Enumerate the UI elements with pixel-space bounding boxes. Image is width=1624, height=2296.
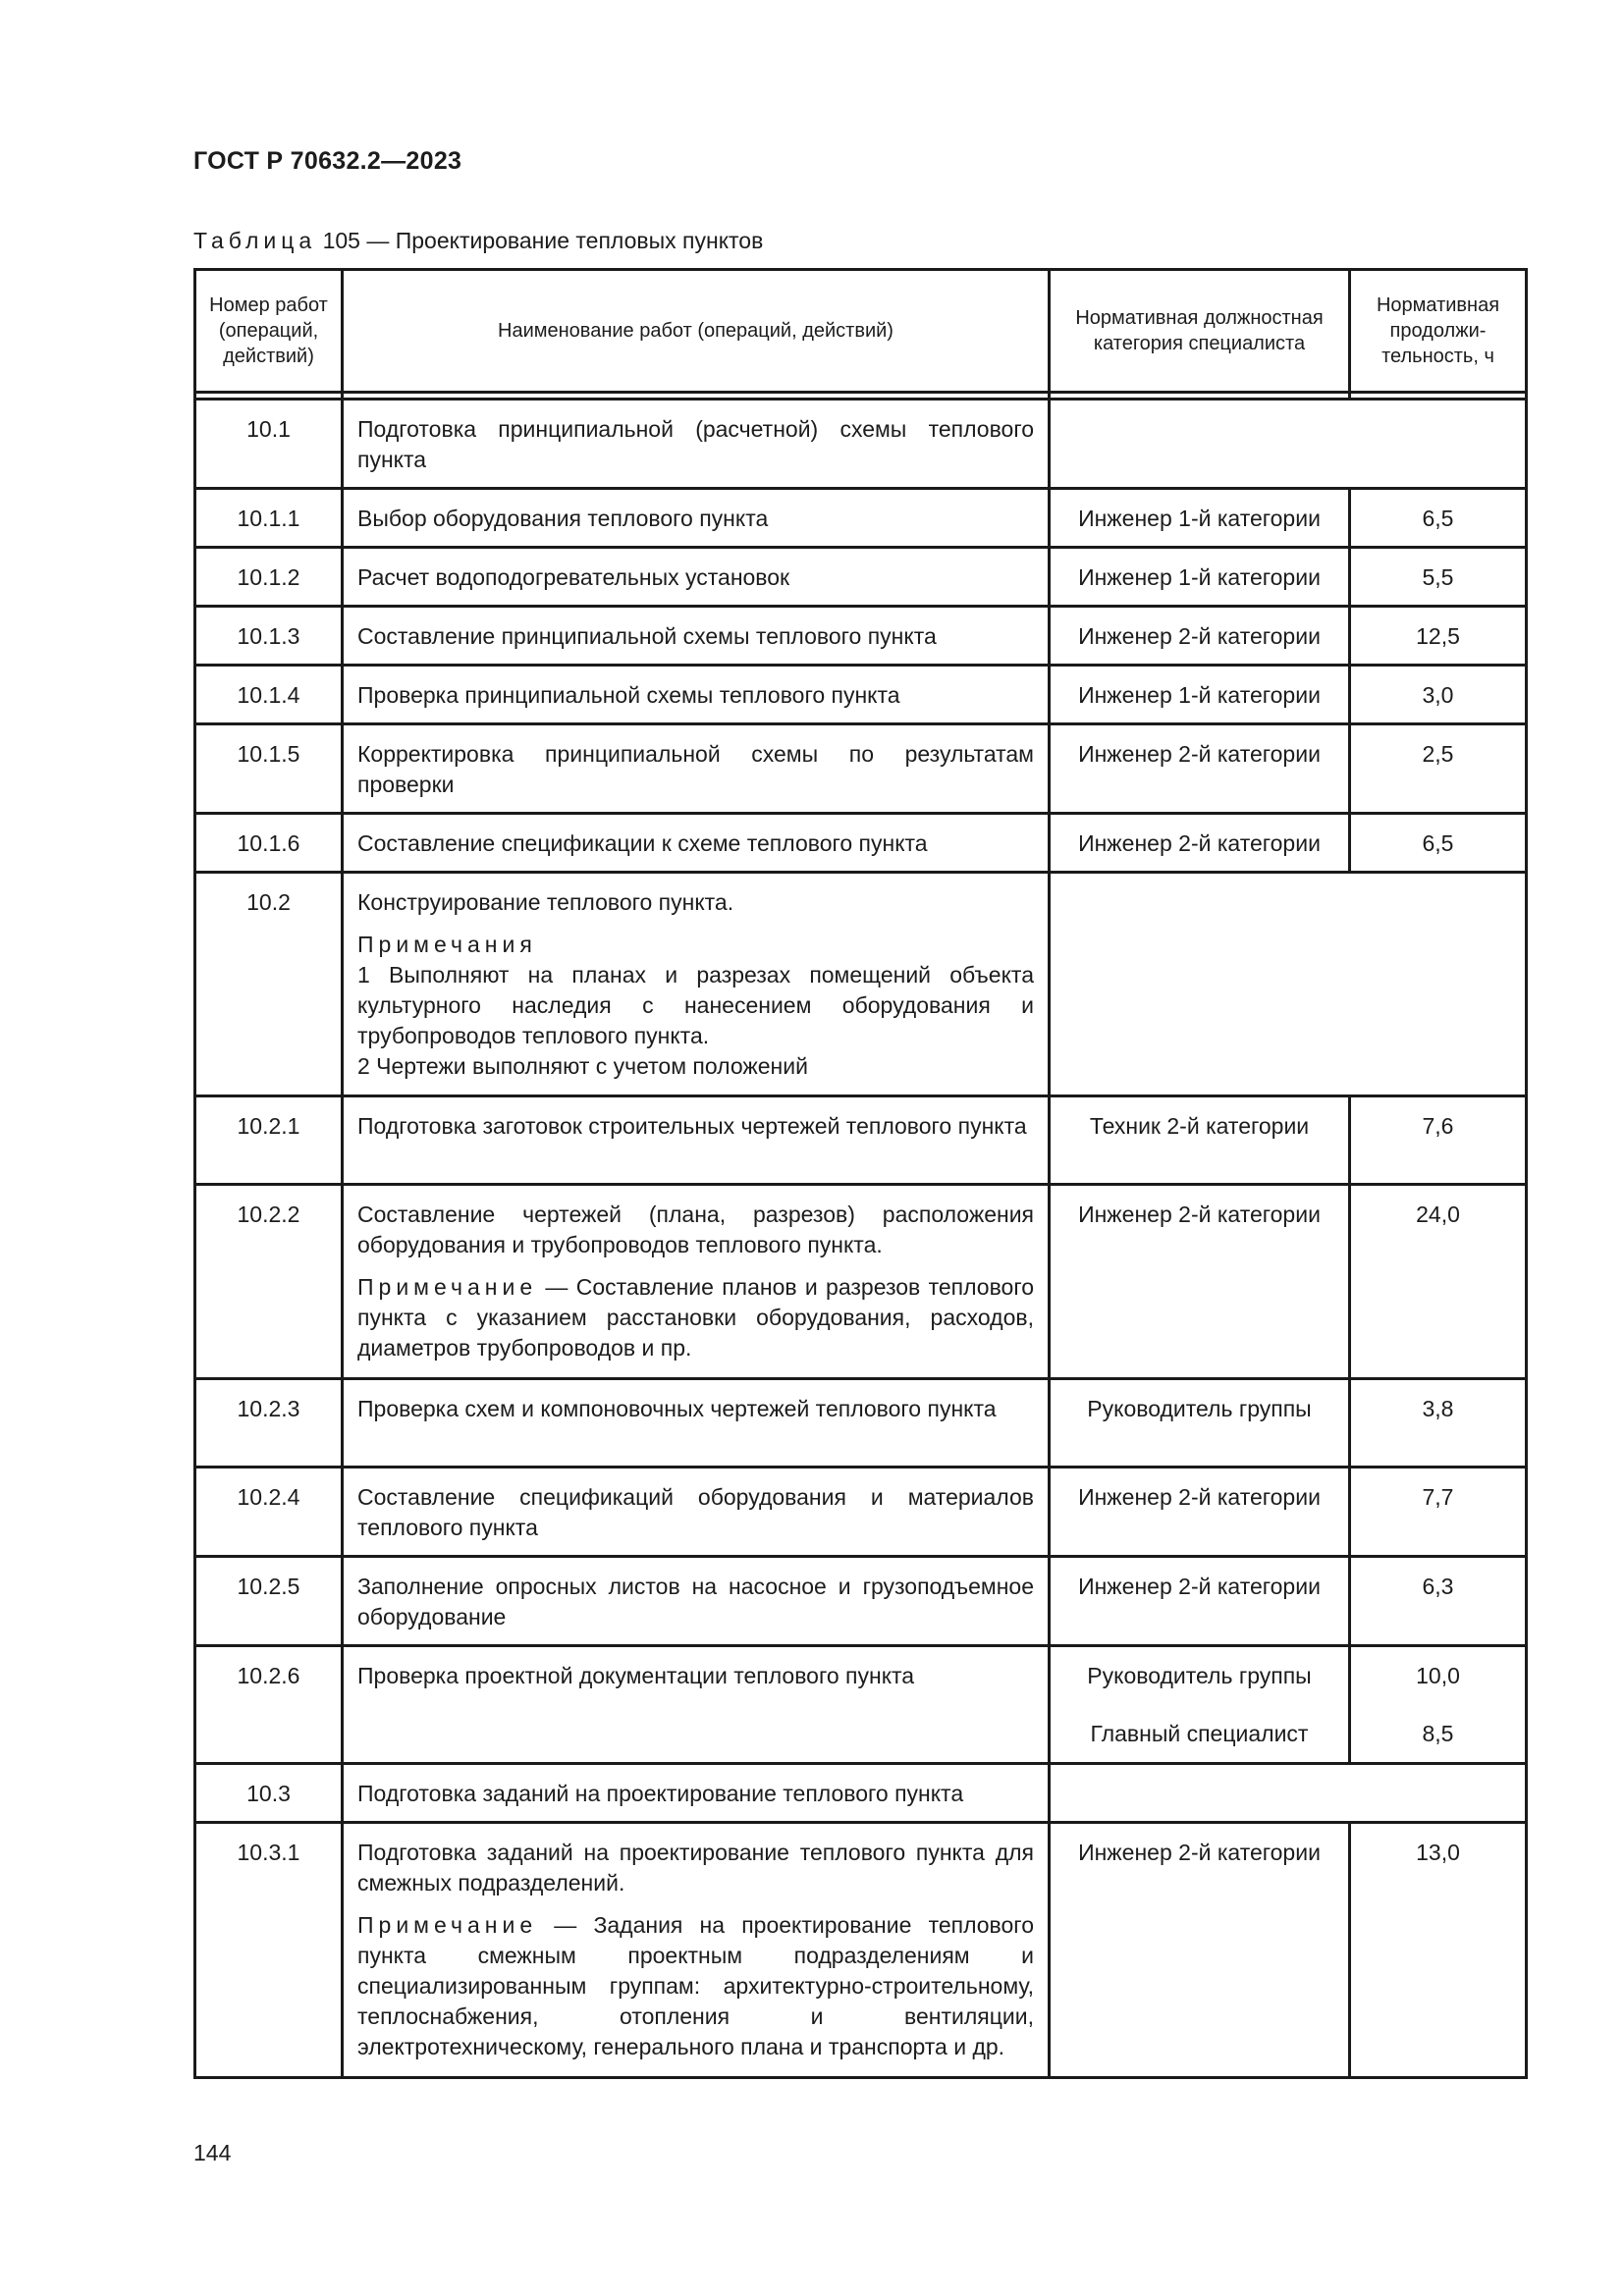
note-text: — Составление планов и разрезов теплового пункта с указанием расстановки оборудования, расходов, диаметров трубопроводов и пр.: [357, 1274, 1034, 1361]
table-header-row: [195, 270, 1527, 393]
row-name: Подготовка заданий на проектирование теплового пункта для смежных подразделений.: [357, 1840, 1034, 1896]
row-category: Инженер 2-й категории: [1050, 814, 1350, 873]
header-gap: [195, 393, 1527, 400]
row-category: Инженер 1-й категории: [1050, 666, 1350, 724]
table-row: [195, 1096, 1527, 1185]
table-row: [195, 548, 1527, 607]
table-row: [195, 1185, 1527, 1379]
row-duration: 12,5: [1350, 607, 1527, 666]
table-row: [195, 1823, 1527, 2078]
note-heading: Примечание: [357, 1274, 538, 1300]
row-category: Инженер 2-й категории: [1050, 724, 1350, 814]
row-name: Подготовка принципиальной (расчетной) схемы теплового пункта: [343, 400, 1050, 489]
row-name: Проверка схем и компоновочных чертежей теплового пункта: [343, 1379, 1050, 1468]
row-num: 10.2.5: [195, 1557, 343, 1646]
row-category: Инженер 2-й категории: [1050, 1823, 1350, 2078]
row-name-cell: [343, 873, 1050, 1096]
row-category: Техник 2-й категории: [1050, 1096, 1350, 1185]
row-duration-secondary: 8,5: [1422, 1721, 1454, 1746]
row-name-cell: [343, 1823, 1050, 2078]
row-duration: 5,5: [1350, 548, 1527, 607]
row-category: Руководитель группы: [1050, 1379, 1350, 1468]
row-category: [1050, 1764, 1527, 1823]
row-num: 10.2.3: [195, 1379, 343, 1468]
row-num: 10.3: [195, 1764, 343, 1823]
table-row: [195, 1379, 1527, 1468]
row-category: Инженер 1-й категории: [1050, 548, 1350, 607]
document-code: ГОСТ Р 70632.2—2023: [193, 147, 462, 175]
note-heading: Примечания: [357, 932, 537, 957]
note-line: 1 Выполняют на планах и разрезах помещений объекта культурного наследия с нанесением оборудования и трубопроводов теплового пункта.: [357, 962, 1034, 1048]
row-name: Составление принципиальной схемы теплового пункта: [343, 607, 1050, 666]
row-num: 10.2: [195, 873, 343, 1096]
row-name: Проверка проектной документации теплового пункта: [343, 1646, 1050, 1764]
row-category: Инженер 2-й категории: [1050, 1468, 1350, 1557]
row-name: Составление чертежей (плана, разрезов) расположения оборудования и трубопроводов теплового пункта.: [357, 1201, 1034, 1257]
row-num: 10.1.5: [195, 724, 343, 814]
row-category-secondary: Главный специалист: [1090, 1721, 1309, 1746]
row-num: 10.1.6: [195, 814, 343, 873]
row-name-cell: [343, 1185, 1050, 1379]
row-duration: 24,0: [1350, 1185, 1527, 1379]
row-name: Проверка принципиальной схемы теплового пункта: [343, 666, 1050, 724]
row-name: Расчет водоподогревательных установок: [343, 548, 1050, 607]
row-name: Составление спецификации к схеме теплового пункта: [343, 814, 1050, 873]
row-duration-cell: [1350, 1646, 1527, 1764]
table-row: [195, 400, 1527, 489]
row-note: [357, 1910, 1034, 2062]
row-duration: 2,5: [1350, 724, 1527, 814]
row-name: Конструирование теплового пункта.: [357, 889, 734, 915]
page-number: 144: [193, 2140, 232, 2165]
row-name: Подготовка заготовок строительных чертежей теплового пункта: [343, 1096, 1050, 1185]
table-row: [195, 1468, 1527, 1557]
row-name: Составление спецификаций оборудования и материалов теплового пункта: [343, 1468, 1050, 1557]
row-category: Инженер 2-й категории: [1050, 607, 1350, 666]
row-num: 10.2.1: [195, 1096, 343, 1185]
row-num: 10.1.2: [195, 548, 343, 607]
row-num: 10.3.1: [195, 1823, 343, 2078]
row-category: Инженер 1-й категории: [1050, 489, 1350, 548]
row-duration: 6,5: [1350, 489, 1527, 548]
note-text: — Задания на проектирование теплового пункта смежным проектным подразделениям и специализированным группам: архитектурно-строительному, теплоснабжения, отопления и вентиляции, электротехническому, генерального плана и транспорта и др.: [357, 1912, 1034, 2059]
table-row: [195, 1557, 1527, 1646]
row-duration: 7,6: [1350, 1096, 1527, 1185]
row-duration: 10,0: [1416, 1663, 1460, 1688]
note-line: 2 Чертежи выполняют с учетом положений: [357, 1053, 808, 1079]
row-duration: 6,5: [1350, 814, 1527, 873]
header-name: Наименование работ (операций, действий): [343, 270, 1050, 393]
row-num: 10.1.3: [195, 607, 343, 666]
row-num: 10.2.6: [195, 1646, 343, 1764]
table-row: [195, 873, 1527, 1096]
row-category: [1050, 873, 1527, 1096]
table-row: [195, 666, 1527, 724]
row-name: Заполнение опросных листов на насосное и грузоподъемное оборудование: [343, 1557, 1050, 1646]
table-caption: [193, 228, 763, 254]
header-num: Номер работ (операций, действий): [195, 270, 343, 393]
row-duration: 3,0: [1350, 666, 1527, 724]
row-duration: 7,7: [1350, 1468, 1527, 1557]
row-duration: 13,0: [1350, 1823, 1527, 2078]
row-num: 10.2.2: [195, 1185, 343, 1379]
header-duration: Нормативная продолжительность, ч: [1350, 270, 1527, 393]
row-category-cell: [1050, 1646, 1350, 1764]
work-table: [193, 268, 1525, 2079]
row-num: 10.1.4: [195, 666, 343, 724]
table-row: [195, 814, 1527, 873]
row-category: [1050, 400, 1527, 489]
table-caption-label: Таблица: [193, 228, 317, 253]
row-category: Инженер 2-й категории: [1050, 1185, 1350, 1379]
row-num: 10.1: [195, 400, 343, 489]
row-note: [357, 1272, 1034, 1363]
row-name: Подготовка заданий на проектирование теплового пункта: [343, 1764, 1050, 1823]
row-category: Инженер 2-й категории: [1050, 1557, 1350, 1646]
row-name: Корректировка принципиальной схемы по результатам проверки: [343, 724, 1050, 814]
table-row: [195, 1764, 1527, 1823]
table-row: [195, 724, 1527, 814]
table-row: [195, 1646, 1527, 1764]
row-num: 10.1.1: [195, 489, 343, 548]
table-row: [195, 607, 1527, 666]
row-note: [357, 930, 1034, 1082]
table-caption-text: 105 — Проектирование тепловых пунктов: [322, 228, 764, 253]
row-num: 10.2.4: [195, 1468, 343, 1557]
header-category: Нормативная должностная категория специалиста: [1050, 270, 1350, 393]
table-row: [195, 489, 1527, 548]
row-category: Руководитель группы: [1087, 1663, 1312, 1688]
row-duration: 3,8: [1350, 1379, 1527, 1468]
row-duration: 6,3: [1350, 1557, 1527, 1646]
note-heading: Примечание: [357, 1912, 538, 1938]
row-name: Выбор оборудования теплового пункта: [343, 489, 1050, 548]
